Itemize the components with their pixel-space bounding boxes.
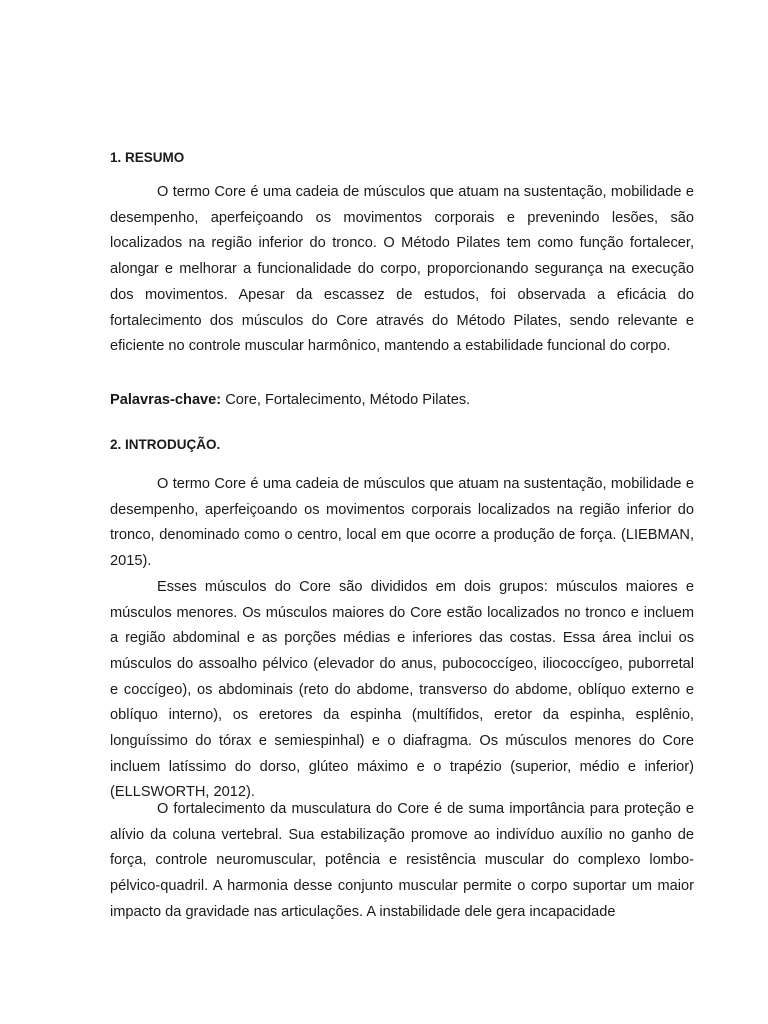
- keywords-value: Core, Fortalecimento, Método Pilates.: [221, 392, 471, 408]
- section-heading-introducao: 2. INTRODUÇÃO.: [110, 437, 221, 452]
- keywords-label: Palavras-chave:: [110, 392, 222, 408]
- keywords-line: [110, 388, 694, 414]
- paragraph-introducao-1: O termo Core é uma cadeia de músculos que atuam na sustentação, mobilidade e desempenho, aperfeiçoando os movimentos corporais localizados na região inferior do tronco, denominado como o centro, local em que ocorre a produção de força. (LIEBMAN, 2015).: [110, 476, 694, 570]
- section-heading-resumo: 1. RESUMO: [110, 150, 185, 165]
- paragraph-introducao-3: O fortalecimento da musculatura do Core é de suma importância para proteção e alívio da coluna vertebral. Sua estabilização promove ao indivíduo auxílio no ganho de força, controle neuromuscular, potência e resistência muscular do complexo lombo-pélvico-quadril. A harmonia desse conjunto muscular permite o corpo suportar um maior impacto da gravidade nas articulações. A instabilidade dele gera incapacidade: [110, 801, 694, 920]
- paragraph-resumo: O termo Core é uma cadeia de músculos que atuam na sustentação, mobilidade e desempenho, aperfeiçoando os movimentos corporais e prevenindo lesões, são localizados na região inferior do tronco. O Método Pilates tem como função fortalecer, alongar e melhorar a funcionalidade do corpo, proporcionando segurança na execução dos movimentos. Apesar da escassez de estudos, foi observada a eficácia do fortalecimento dos músculos do Core através do Método Pilates, sendo relevante e eficiente no controle muscular harmônico, mantendo a estabilidade funcional do corpo.: [110, 184, 694, 355]
- paragraph-introducao-2: Esses músculos do Core são divididos em dois grupos: músculos maiores e músculos menores. Os músculos maiores do Core estão localizados no tronco e incluem a região abdominal e as porções médias e inferiores das costas. Essa área inclui os músculos do assoalho pélvico (elevador do anus, pubococcígeo, iliococcígeo, puborretal e coccígeo), os abdominais (reto do abdome, transverso do abdome, oblíquo externo e oblíquo interno), os eretores da espinha (multífidos, eretor da espinha, esplênio, longuíssimo do tórax e semiespinhal) e o diafragma. Os músculos menores do Core incluem latíssimo do dorso, glúteo máximo e o trapézio (superior, médio e inferior) (ELLSWORTH, 2012).: [110, 578, 694, 801]
